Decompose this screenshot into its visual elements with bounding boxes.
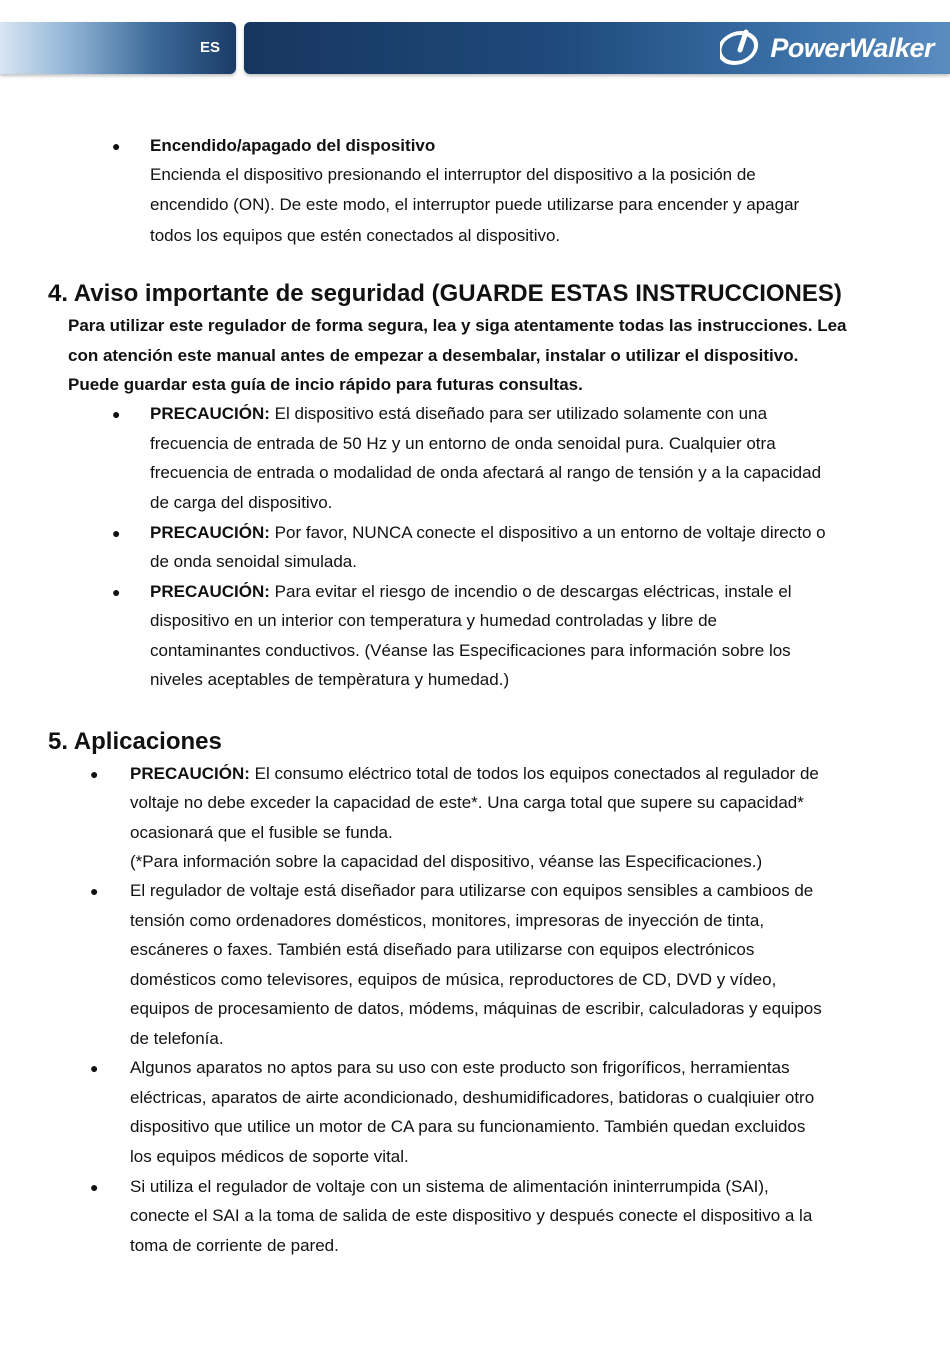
application-line: conecte el SAI a la toma de salida de este dispositivo y después conecte el dispositivo a la [130,1206,813,1225]
application-line: (*Para información sobre la capacidad del dispositivo, véanse las Especificaciones.) [130,852,763,871]
application-item: Algunos aparatos no aptos para su uso con este producto son frigoríficos, herramientas [130,1058,790,1077]
caution-line: de onda senoidal simulada. [150,552,357,571]
application-line: eléctricas, aparatos de airte acondicionado, deshumidificadores, batidoras o cualqiuier otro [130,1088,815,1107]
intro-line: todos los equipos que estén conectados al dispositivo. [150,226,561,245]
bullet-icon: ● [90,766,99,782]
caution-line: niveles aceptables de tempèratura y humedad.) [150,670,510,689]
caution-label: PRECAUCIÓN: [150,404,270,423]
caution-label: PRECAUCIÓN: [130,764,250,783]
caution-line: de carga del dispositivo. [150,493,333,512]
application-text: El consumo eléctrico total de todos los equipos conectados al regulador de [249,764,819,783]
caution-item [150,404,767,424]
section-heading: 4. Aviso importante de seguridad (GUARDE ESTAS INSTRUCCIONES) [48,280,842,307]
intro-line: Encienda el dispositivo presionando el interruptor del dispositivo a la posición de [150,165,756,184]
intro-title: Encendido/apagado del dispositivo [150,136,436,155]
intro-line: encendido (ON). De este modo, el interruptor puede utilizarse para encender y apagar [150,195,800,214]
caution-line: frecuencia de entrada o modalidad de onda afectará al rango de tensión y a la capacidad [150,463,822,482]
application-item [130,764,819,784]
powerwalker-logo [720,28,934,68]
application-line: de telefonía. [130,1029,224,1048]
application-line: voltaje no debe exceder la capacidad de este*. Una carga total que supere su capacidad* [130,793,804,812]
caution-text: El dispositivo está diseñado para ser utilizado solamente con una [269,404,768,423]
application-line: los equipos médicos de soporte vital. [130,1147,409,1166]
caution-text: Por favor, NUNCA conecte el dispositivo a un entorno de voltaje directo o [269,523,826,542]
bullet-icon: ● [90,1179,99,1195]
bullet-icon: ● [90,1060,99,1076]
language-label: ES [200,39,221,56]
application-line: equipos de procesamiento de datos, módems, máquinas de escribir, calculadoras y equipos [130,999,822,1018]
application-line: escáneres o faxes. También está diseñado para utilizarse con equipos electrónicos [130,940,755,959]
application-line: toma de corriente de pared. [130,1236,339,1255]
application-line: domésticos como televisores, equipos de música, reproductores de CD, DVD y vídeo, [130,970,777,989]
bullet-icon: ● [112,138,121,154]
caution-label: PRECAUCIÓN: [150,582,270,601]
page-header [0,22,950,76]
caution-line: contaminantes conductivos. (Véanse las Especificaciones para información sobre los [150,641,791,660]
application-item: Si utiliza el regulador de voltaje con un sistema de alimentación ininterrumpida (SAI), [130,1177,769,1196]
bullet-icon: ● [112,584,121,600]
section4-lead-line: con atención este manual antes de empezar a desembalar, instalar o utilizar el dispositivo. [68,346,799,365]
section4-lead-line: Para utilizar este regulador de forma segura, lea y siga atentamente todas las instrucciones. Lea [68,316,847,335]
application-line: dispositivo que utilice un motor de CA para su funcionamiento. También quedan excluidos [130,1117,806,1136]
caution-text: Para evitar el riesgo de incendio o de descargas eléctricas, instale el [269,582,792,601]
bullet-icon: ● [90,883,99,899]
caution-item [150,523,826,543]
caution-line: dispositivo en un interior con temperatura y humedad controladas y libre de [150,611,717,630]
section-heading: 5. Aplicaciones [48,728,222,755]
caution-item [150,582,792,602]
language-tab [0,22,236,74]
power-symbol-icon [720,28,766,68]
caution-line: frecuencia de entrada de 50 Hz y un entorno de onda senoidal pura. Cualquier otra [150,434,776,453]
brand-name: PowerWalker [770,32,934,63]
application-item: El regulador de voltaje está diseñador para utilizarse con equipos sensibles a cambioos de [130,881,814,900]
section4-lead-line: Puede guardar esta guía de incio rápido para futuras consultas. [68,375,583,394]
bullet-icon: ● [112,406,121,422]
application-line: ocasionará que el fusible se funda. [130,823,393,842]
caution-label: PRECAUCIÓN: [150,523,270,542]
bullet-icon: ● [112,525,121,541]
brand-banner [244,22,950,74]
application-line: tensión como ordenadores domésticos, monitores, impresoras de inyección de tinta, [130,911,765,930]
